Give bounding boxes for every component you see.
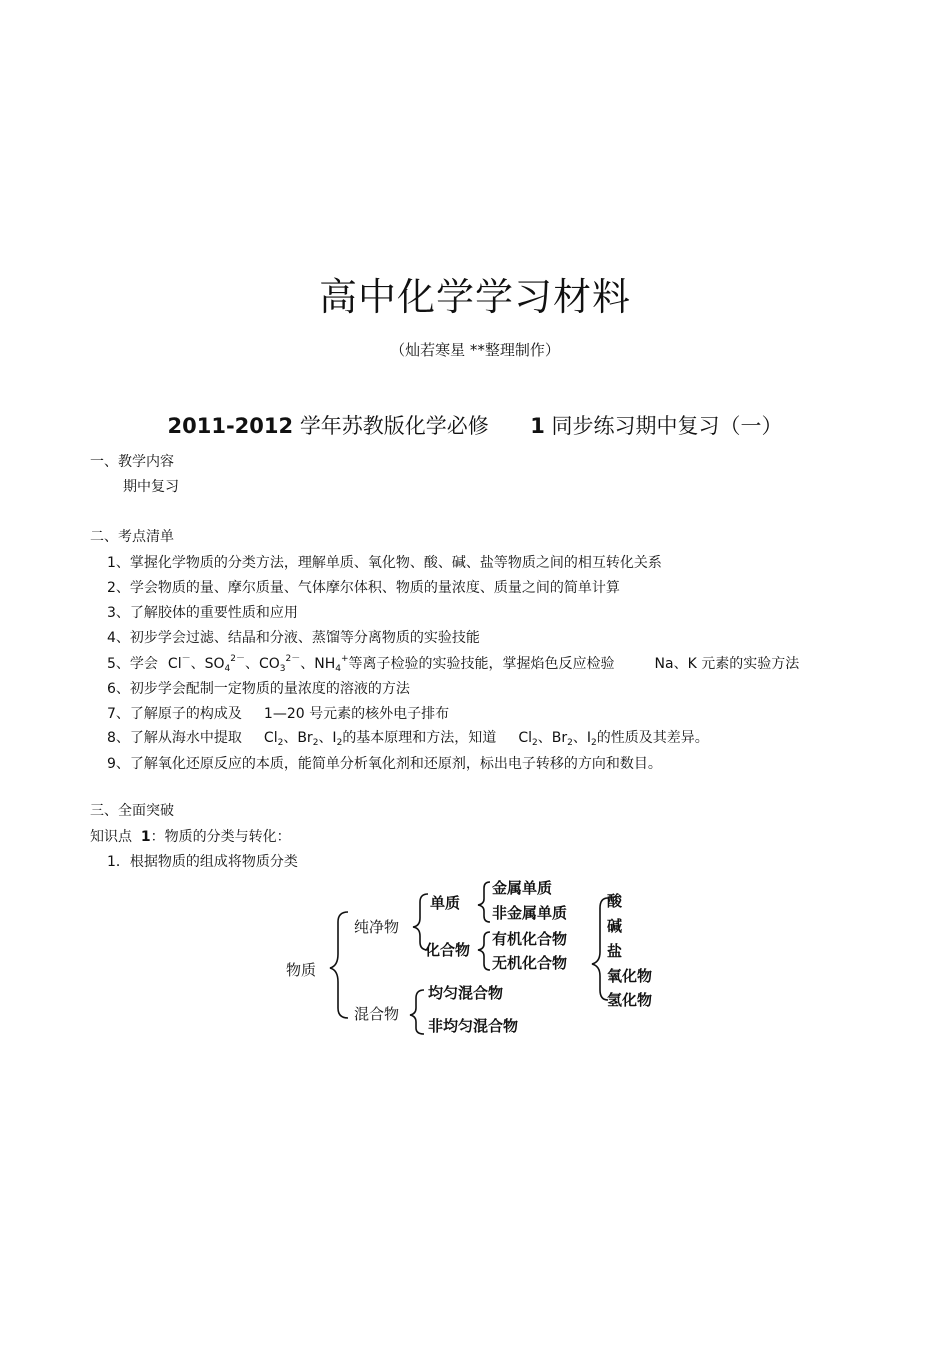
list-item-8: 8、了解从海水中提取 $Cl_2$、$Br_2$、$I_2$的基本原理和方法，知道 $Cl_2$、$Br_2$、$I_2$的性质及其差异。 bbox=[107, 730, 709, 748]
section2-title: 二、考点清单 bbox=[90, 529, 174, 545]
list-item-5: 5、学会 Cl－、$SO_4^{2-}$、$CO_3^{2-}$、$NH_4^+$等离子检验的实验技能，掌握焰色反应检验 Na、K 元素的实验方法 bbox=[107, 654, 800, 674]
diagram-mixture: 混合物 bbox=[354, 1005, 400, 1023]
diagram-element: 单质 bbox=[430, 894, 461, 912]
list-item: 9、了解氧化还原反应的本质，能简单分析氧化剂和还原剂，标出电子转移的方向和数目。 bbox=[107, 756, 662, 772]
brace-inorganic bbox=[592, 898, 608, 1000]
list-item: 2、学会物质的量、摩尔质量、气体摩尔体积、物质的量浓度、质量之间的简单计算 bbox=[107, 580, 620, 596]
diagram-pure: 纯净物 bbox=[354, 918, 400, 936]
list-item: 6、初步学会配制一定物质的量浓度的溶液的方法 bbox=[107, 681, 410, 697]
main-title: 高中化学学习材料 bbox=[318, 275, 631, 319]
diagram-organic: 有机化合物 bbox=[492, 930, 568, 948]
brace-mixture bbox=[410, 990, 424, 1034]
diagram-acid: 酸 bbox=[607, 892, 623, 910]
knowledge-point: 知识点 1：物质的分类与转化： bbox=[90, 829, 291, 845]
diagram-root: 物质 bbox=[286, 961, 317, 979]
diagram-salt: 盐 bbox=[607, 942, 623, 960]
heading-num: 1 bbox=[530, 414, 545, 438]
diagram-heterogeneous: 非均匀混合物 bbox=[428, 1017, 519, 1035]
section1-title: 一、教学内容 bbox=[90, 454, 174, 470]
diagram-homogeneous: 均匀混合物 bbox=[428, 984, 504, 1002]
brace-element bbox=[478, 882, 490, 922]
document-heading bbox=[0, 410, 950, 440]
heading-text-b: 同步练习期中复习（一） bbox=[551, 414, 783, 438]
diagram-oxide: 氧化物 bbox=[607, 967, 653, 985]
list-item: 1、掌握化学物质的分类方法，理解单质、氧化物、酸、碱、盐等物质之间的相互转化关系 bbox=[107, 555, 662, 571]
diagram-compound: 化合物 bbox=[425, 941, 471, 959]
diagram-base: 碱 bbox=[607, 917, 623, 935]
classification-diagram bbox=[270, 868, 690, 1043]
list-item: 3、了解胶体的重要性质和应用 bbox=[107, 605, 298, 621]
list-item: 4、初步学会过滤、结晶和分液、蒸馏等分离物质的实验技能 bbox=[107, 630, 480, 646]
diagram-hydride: 氢化物 bbox=[607, 991, 653, 1009]
diagram-metal: 金属单质 bbox=[492, 879, 553, 897]
diagram-nonmetal: 非金属单质 bbox=[492, 904, 568, 922]
brace-root bbox=[330, 912, 348, 1018]
heading-text-a: 学年苏教版化学必修 bbox=[299, 414, 489, 438]
subtitle: （灿若寒星 **整理制作） bbox=[390, 341, 560, 359]
list-item-7: 7、了解原子的构成及 1—20 号元素的核外电子排布 bbox=[107, 706, 450, 722]
heading-year: 2011-2012 bbox=[167, 414, 294, 438]
subheading: 1．根据物质的组成将物质分类 bbox=[107, 854, 298, 870]
diagram-inorganic: 无机化合物 bbox=[492, 954, 568, 972]
section1-content: 期中复习 bbox=[123, 479, 179, 495]
section3-title: 三、全面突破 bbox=[90, 803, 174, 819]
brace-compound bbox=[478, 932, 490, 970]
